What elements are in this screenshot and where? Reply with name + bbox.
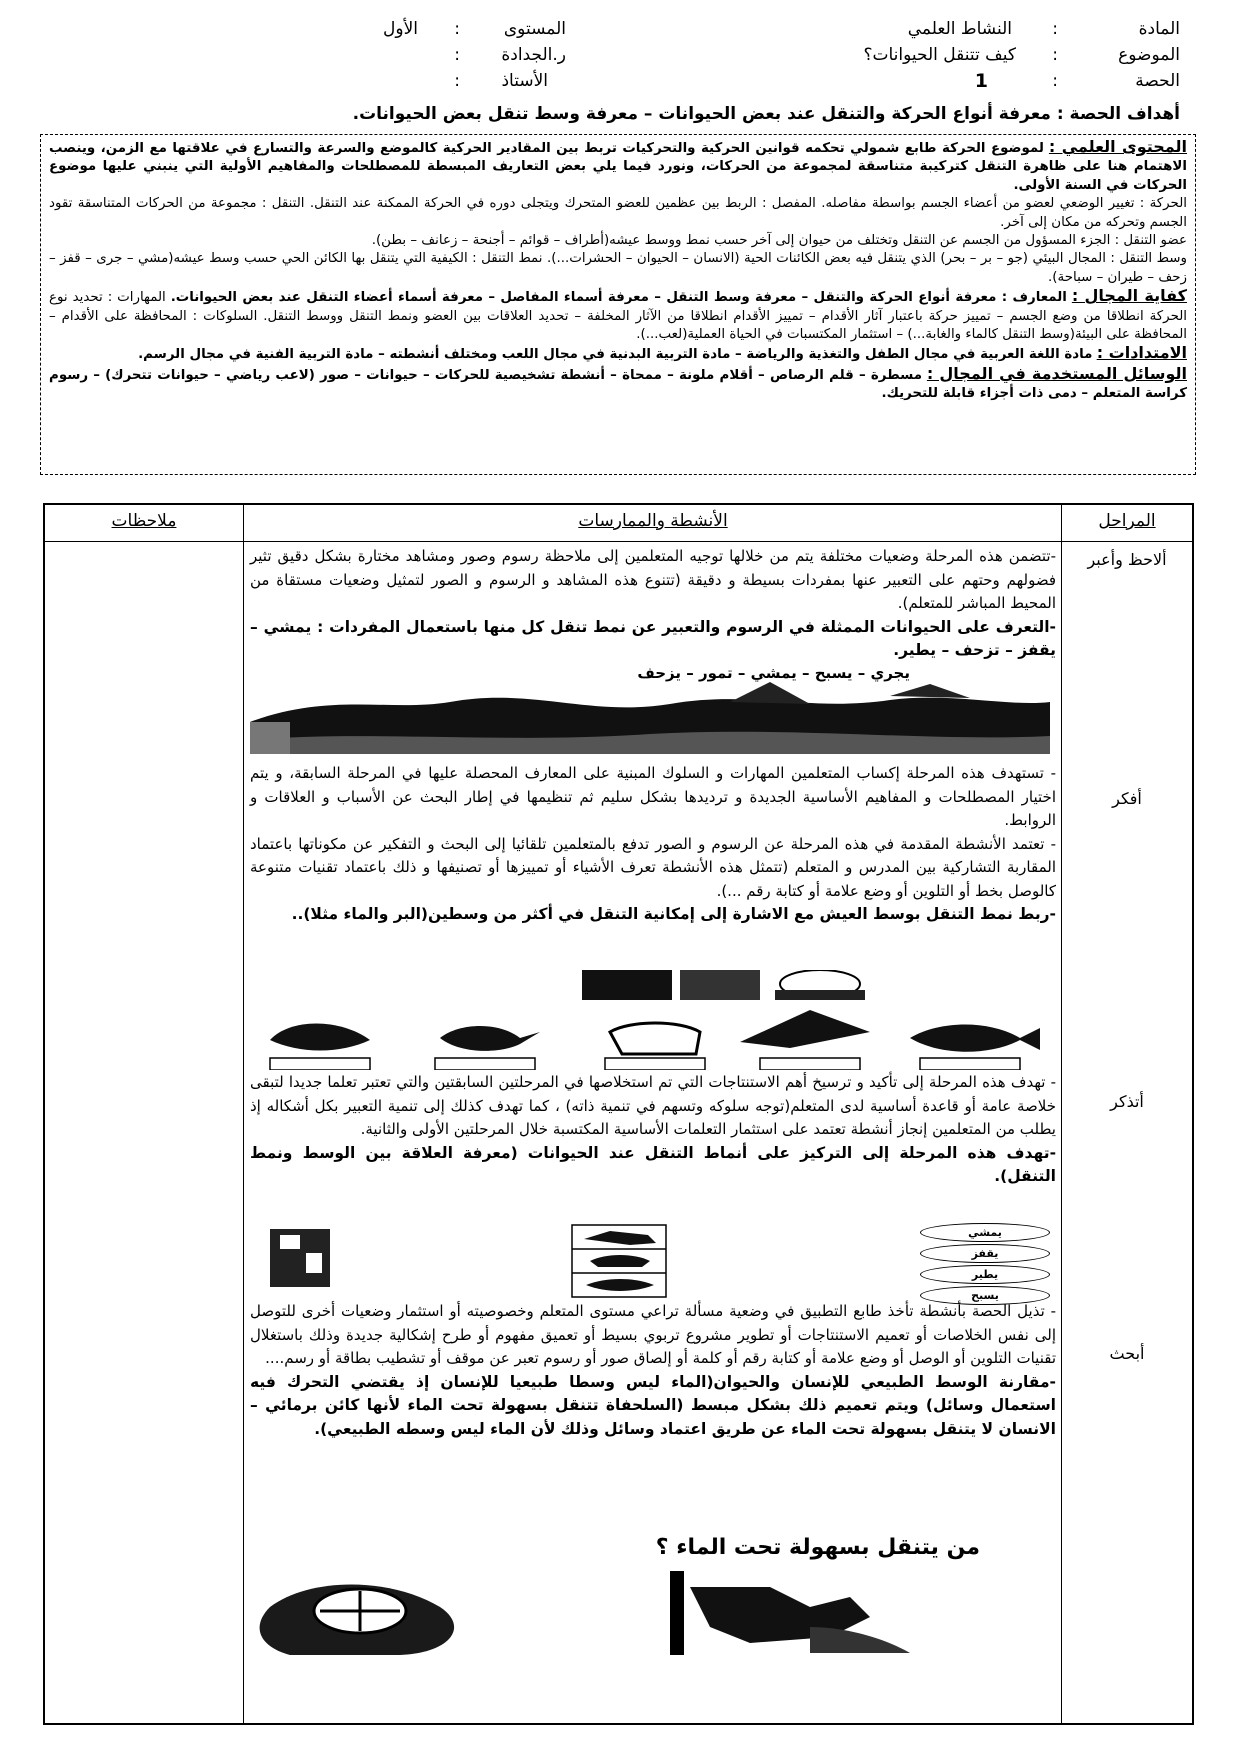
competence-behaviors: السلوكات : المحافظة على الأقدام – المحافظة على البيئة(وسط التنقل كالماء والغابة...) – استثمار المكتسبات في الحياة العملية(لعب...).: [49, 308, 1187, 343]
definitions-2: [49, 250, 1187, 287]
session-label: الحصة: [1135, 71, 1180, 91]
habitat-matching-image: [250, 970, 1050, 1070]
sep: :: [1052, 19, 1058, 39]
search-section: [250, 1300, 1056, 1441]
subject-label: المادة: [1138, 19, 1180, 39]
oval-walk: يمشي: [920, 1223, 1050, 1242]
search-paragraph-2: -مقارنة الوسط الطبيعي للإنسان والحيوان(الماء ليس وسطا طبيعيا للإنسان إذ يقتضي التحرك فيه استعمال وسائل) ويتم تعميم ذلك بشكل مبسط (السلحفاة تتنقل بسهولة تحت الماء لأنها كائن برمائي – الانسان لا يتنقل بسهولة تحت الماء عن طريق اعتماد وسائل وذلك لأن الماء ليس وسطه الطبيعي).: [250, 1372, 1056, 1438]
search-paragraph-1: - تذيل الحصة بأنشطة تأخذ طابع التطبيق في وضعية مسألة تراعي مستوى المتعلم وخصوصيته أو استثمار وضعيات أخرى للتوصل إلى نفس الخلاصات أو تعميم الاستنتاجات أو تطوير مشروع تربوي بسيط أو تعميق مفهوم أو طرح إشكالية جديدة وذلك باستغلال تقنيات التلوين أو الوصل أو وضع علامة أو كتابة رقم أو كلمة أو إلصاق صور أو رسوم تعبر عن موقف أو تشطيب بطاقة أو رسم....: [250, 1302, 1056, 1367]
def-mode: نمط التنقل : الكيفية التي يتنقل بها الكائن الحي حسب وسط عيشه(مشي – جرى – قفز – زحف – طيران – سباحة).: [49, 251, 1187, 285]
observe-section: [250, 545, 1056, 663]
extensions: [49, 344, 1187, 364]
sep: :: [1056, 104, 1064, 124]
goals-label: أهداف الحصة: [1069, 104, 1180, 124]
sep: :: [454, 19, 460, 39]
competence: [49, 287, 1187, 344]
oval-swim: يسبح: [920, 1286, 1050, 1305]
underwater-question-image: [250, 1535, 1050, 1655]
sep: :: [454, 45, 460, 65]
extensions-text: مادة اللغة العربية في مجال الطفل والتغذية والرياضة – مادة التربية البدنية في مجال اللعب ومختلف أنشطته – مادة التربية الفنية في مجال الرسم.: [138, 347, 1093, 363]
def-travel: التنقل : مجموعة من الحركات المتناسقة تقود الجسم وتحركه من مكان إلى آخر.: [49, 196, 1187, 230]
animals-habitat-illustration: [250, 970, 1050, 1070]
observe-paragraph-2: -التعرف على الحيوانات الممثلة في الرسوم والتعبير عن نمط تنقل كل منها باستعمال المفردات : يمشي – يقفز – تزحف – يطير.: [250, 617, 1056, 659]
scientific-label: المحتوى العلمي :: [1048, 137, 1187, 156]
header: [50, 16, 1180, 94]
sep: :: [1052, 45, 1058, 65]
turtle-and-diver-illustration: [250, 1567, 1050, 1657]
competence-knowledge: المعارف : معرفة أنواع الحركة والتنقل – معرفة وسط التنقل – معرفة أسماء المفاصل – معرفة أسماء أعضاء التنقل عند بعض الحيوانات.: [170, 290, 1067, 306]
col-notes-header: ملاحظات: [111, 511, 177, 531]
stage-search: أبحث: [1109, 1344, 1145, 1363]
header-row-1: [50, 16, 1180, 42]
def-organ: عضو التنقل : الجزء المسؤول من الجسم عن التنقل وتختلف من حيوان إلى آخر حسب نمط ووسط عيشه(أطراف – قوائم – أجنحة – زعانف – بطن).: [371, 233, 1187, 249]
movement-ovals: [920, 1223, 1050, 1305]
content-box: [40, 134, 1196, 475]
tools-label: الوسائل المستخدمة في المجال :: [926, 363, 1188, 383]
topic-label: الموضوع: [1118, 45, 1180, 65]
tools: [49, 365, 1187, 404]
tools-text: مسطرة – قلم الرصاص – أقلام ملونة – ممحاة – أنشطة تشخيصية للحركات – حيوانات – صور (لاعب رياضي – حيوانات تتحرك) – رسوم كراسة المتعلم – دمى ذات أجزاء قابلة للتحريك.: [49, 367, 1187, 402]
think-paragraph-2: - تعتمد الأنشطة المقدمة في هذه المرحلة عن الرسوم و الصور تدفع بالمتعلمين تلقائيا إلى البحث و التفكير عن مكوناتها باعتماد المقاربة التشاركية بين المدرس و المتعلم (تتمثل هذه الأنشطة تعرف الأشياء أو تمييزها أو تصنيفها و ذلك باعتماد تقنيات متنوعة كالوصل بخط أو التلوين أو وضع علامة أو كتابة رقم ...).: [250, 834, 1056, 900]
animal-cards-illustration: [250, 1223, 670, 1301]
stage-observe: ألاحظ وأعبر: [1087, 550, 1167, 569]
session-value: 1: [974, 70, 988, 92]
topic-value: كيف تتنقل الحيوانات؟: [863, 45, 1016, 65]
def-medium: وسط التنقل : المجال البيئي (جو – بر – بحر) الذي يتنقل فيه بعض الكائنات الحية (الانسان – الحيوان – الحشرات...).: [546, 251, 1187, 267]
competence-skills: المهارات : تحديد نوع الحركة انطلاقا من وضع الجسم – تمييز حركة باعتبار آثار الأقدام – تمييز الأقدام انطلاقا من الآثار المخلفة – تحديد العلاقات بين العضو ونمط التنقل ووسط التنقل.: [49, 290, 1188, 324]
think-section: [250, 762, 1056, 927]
subject-value: النشاط العلمي: [907, 19, 1012, 39]
level-label: المستوى: [503, 19, 566, 39]
oval-jump: يقفز: [920, 1244, 1050, 1263]
goals-value: معرفة أنواع الحركة والتنقل عند بعض الحيوانات – معرفة وسط تنقل بعض الحيوانات.: [352, 104, 1051, 124]
school-value: ر.الجدادة: [501, 45, 566, 65]
col-stages-header: المراحل: [1098, 511, 1156, 531]
column-divider: [1061, 505, 1062, 1723]
definitions-1: [49, 195, 1187, 232]
col-activities-header: الأنشطة والممارسات: [578, 511, 728, 531]
remember-section: [250, 1071, 1056, 1189]
level-value: الأول: [383, 19, 418, 39]
column-divider: [243, 505, 244, 1723]
scientific-text: لموضوع الحركة طابع شمولي تحكمه قوانين الحركية والتحركيات تربط بين المقادير الحركية كالموضع والسرعة والتسارع في علاقتها مع الزمن، وينصب الاهتمام هنا على ظاهرة التنقل كتركيبة متناسقة لمجموعة من الحركات، ونورد فيما يلي بعض التعاريف المبسطة للمصطلحات والمفاهيم الأولية التي ينبني عليها موضوع الحركات في السنة الأولى.: [49, 141, 1187, 193]
def-joint: المفصل : الربط بين عظمين للعضو المتحرك ويتجلى دوره في الحركة الممكنة عند التنقل.: [309, 196, 816, 212]
observe-paragraph-1: -تتضمن هذه المرحلة وضعيات مختلفة يتم من خلالها توجيه المتعلمين إلى ملاحظة رسوم وصور ومشاهد مختارة بشكل دقيق تثير فضولهم وحتهم على التعبير عنها بمفردات بسيطة و دقيقة (تتنوع هذه المشاهد و الرسوم و الصور لتمثيل وضعيات مستقاة من المحيط المباشر للمتعلم).: [250, 547, 1056, 612]
landscape-illustration: [250, 682, 1050, 754]
session-goals: [50, 104, 1180, 124]
remember-paragraph-1: - تهدف هذه المرحلة إلى تأكيد و ترسيخ أهم الاستنتاجات التي تم استخلاصها في المرحلتين السابقتين والتي تعتبر تعلما جديدا لتبقى خلاصة عامة أو قاعدة أساسية لدى المتعلم(توجه سلوكه وتسهم في تنمية ذاته) ، كما تهدف كذلك إلى تنمية التعبير بكل أشكاله إذ يطلب من المتعلمين إنجاز أنشطة تعتمد على استثمار التعلمات الأساسية المكتسبة خلال المرحلتين الأولى والثانية.: [250, 1073, 1056, 1138]
stage-think: أفكر: [1112, 789, 1142, 808]
animals-landscape-image: [250, 664, 1050, 754]
scientific-content: [49, 138, 1187, 195]
def-movement: الحركة : تغيير الوضعي لعضو من أعضاء الجسم بواسطة مفاصله.: [821, 196, 1187, 212]
think-paragraph-1: - تستهدف هذه المرحلة إكساب المتعلمين المهارات و السلوك المبنية على المعارف المحصلة عليها في المرحلة السابقة، و يتم اختيار المصطلحات و المفاهيم الأساسية الجديدة و ترديدها بشكل سليم ثم تنظيمها في إطار البحث عن الأسباب و العلاقات و الروابط.: [250, 764, 1056, 829]
sep: :: [454, 71, 460, 91]
remember-paragraph-2: -تهدف هذه المرحلة إلى التركيز على أنماط التنقل عند الحيوانات (معرفة العلاقة بين الوسط ونمط التنقل).: [250, 1143, 1056, 1185]
competence-label: كفاية المجال :: [1071, 286, 1187, 306]
underwater-question: من يتنقل بسهولة تحت الماء ؟: [655, 1535, 980, 1560]
activities-table: [43, 503, 1194, 1725]
movement-matching-image: [250, 1223, 1050, 1301]
stage-remember: أتذكر: [1110, 1092, 1144, 1111]
header-row-2: [50, 42, 1180, 68]
teacher-label: الأستاذ: [501, 71, 548, 91]
sep: :: [1052, 71, 1058, 91]
image-words: يجري – يسبح – يمشي – تمور – يزحف: [637, 664, 910, 682]
think-paragraph-3: -ربط نمط التنقل بوسط العيش مع الاشارة إلى إمكانية التنقل في أكثر من وسطين(البر والماء مثلا)..: [291, 905, 1056, 923]
oval-fly: يطير: [920, 1265, 1050, 1284]
header-row-3: [50, 68, 1180, 94]
header-divider: [45, 541, 1192, 542]
extensions-label: الامتدادات :: [1096, 343, 1187, 363]
